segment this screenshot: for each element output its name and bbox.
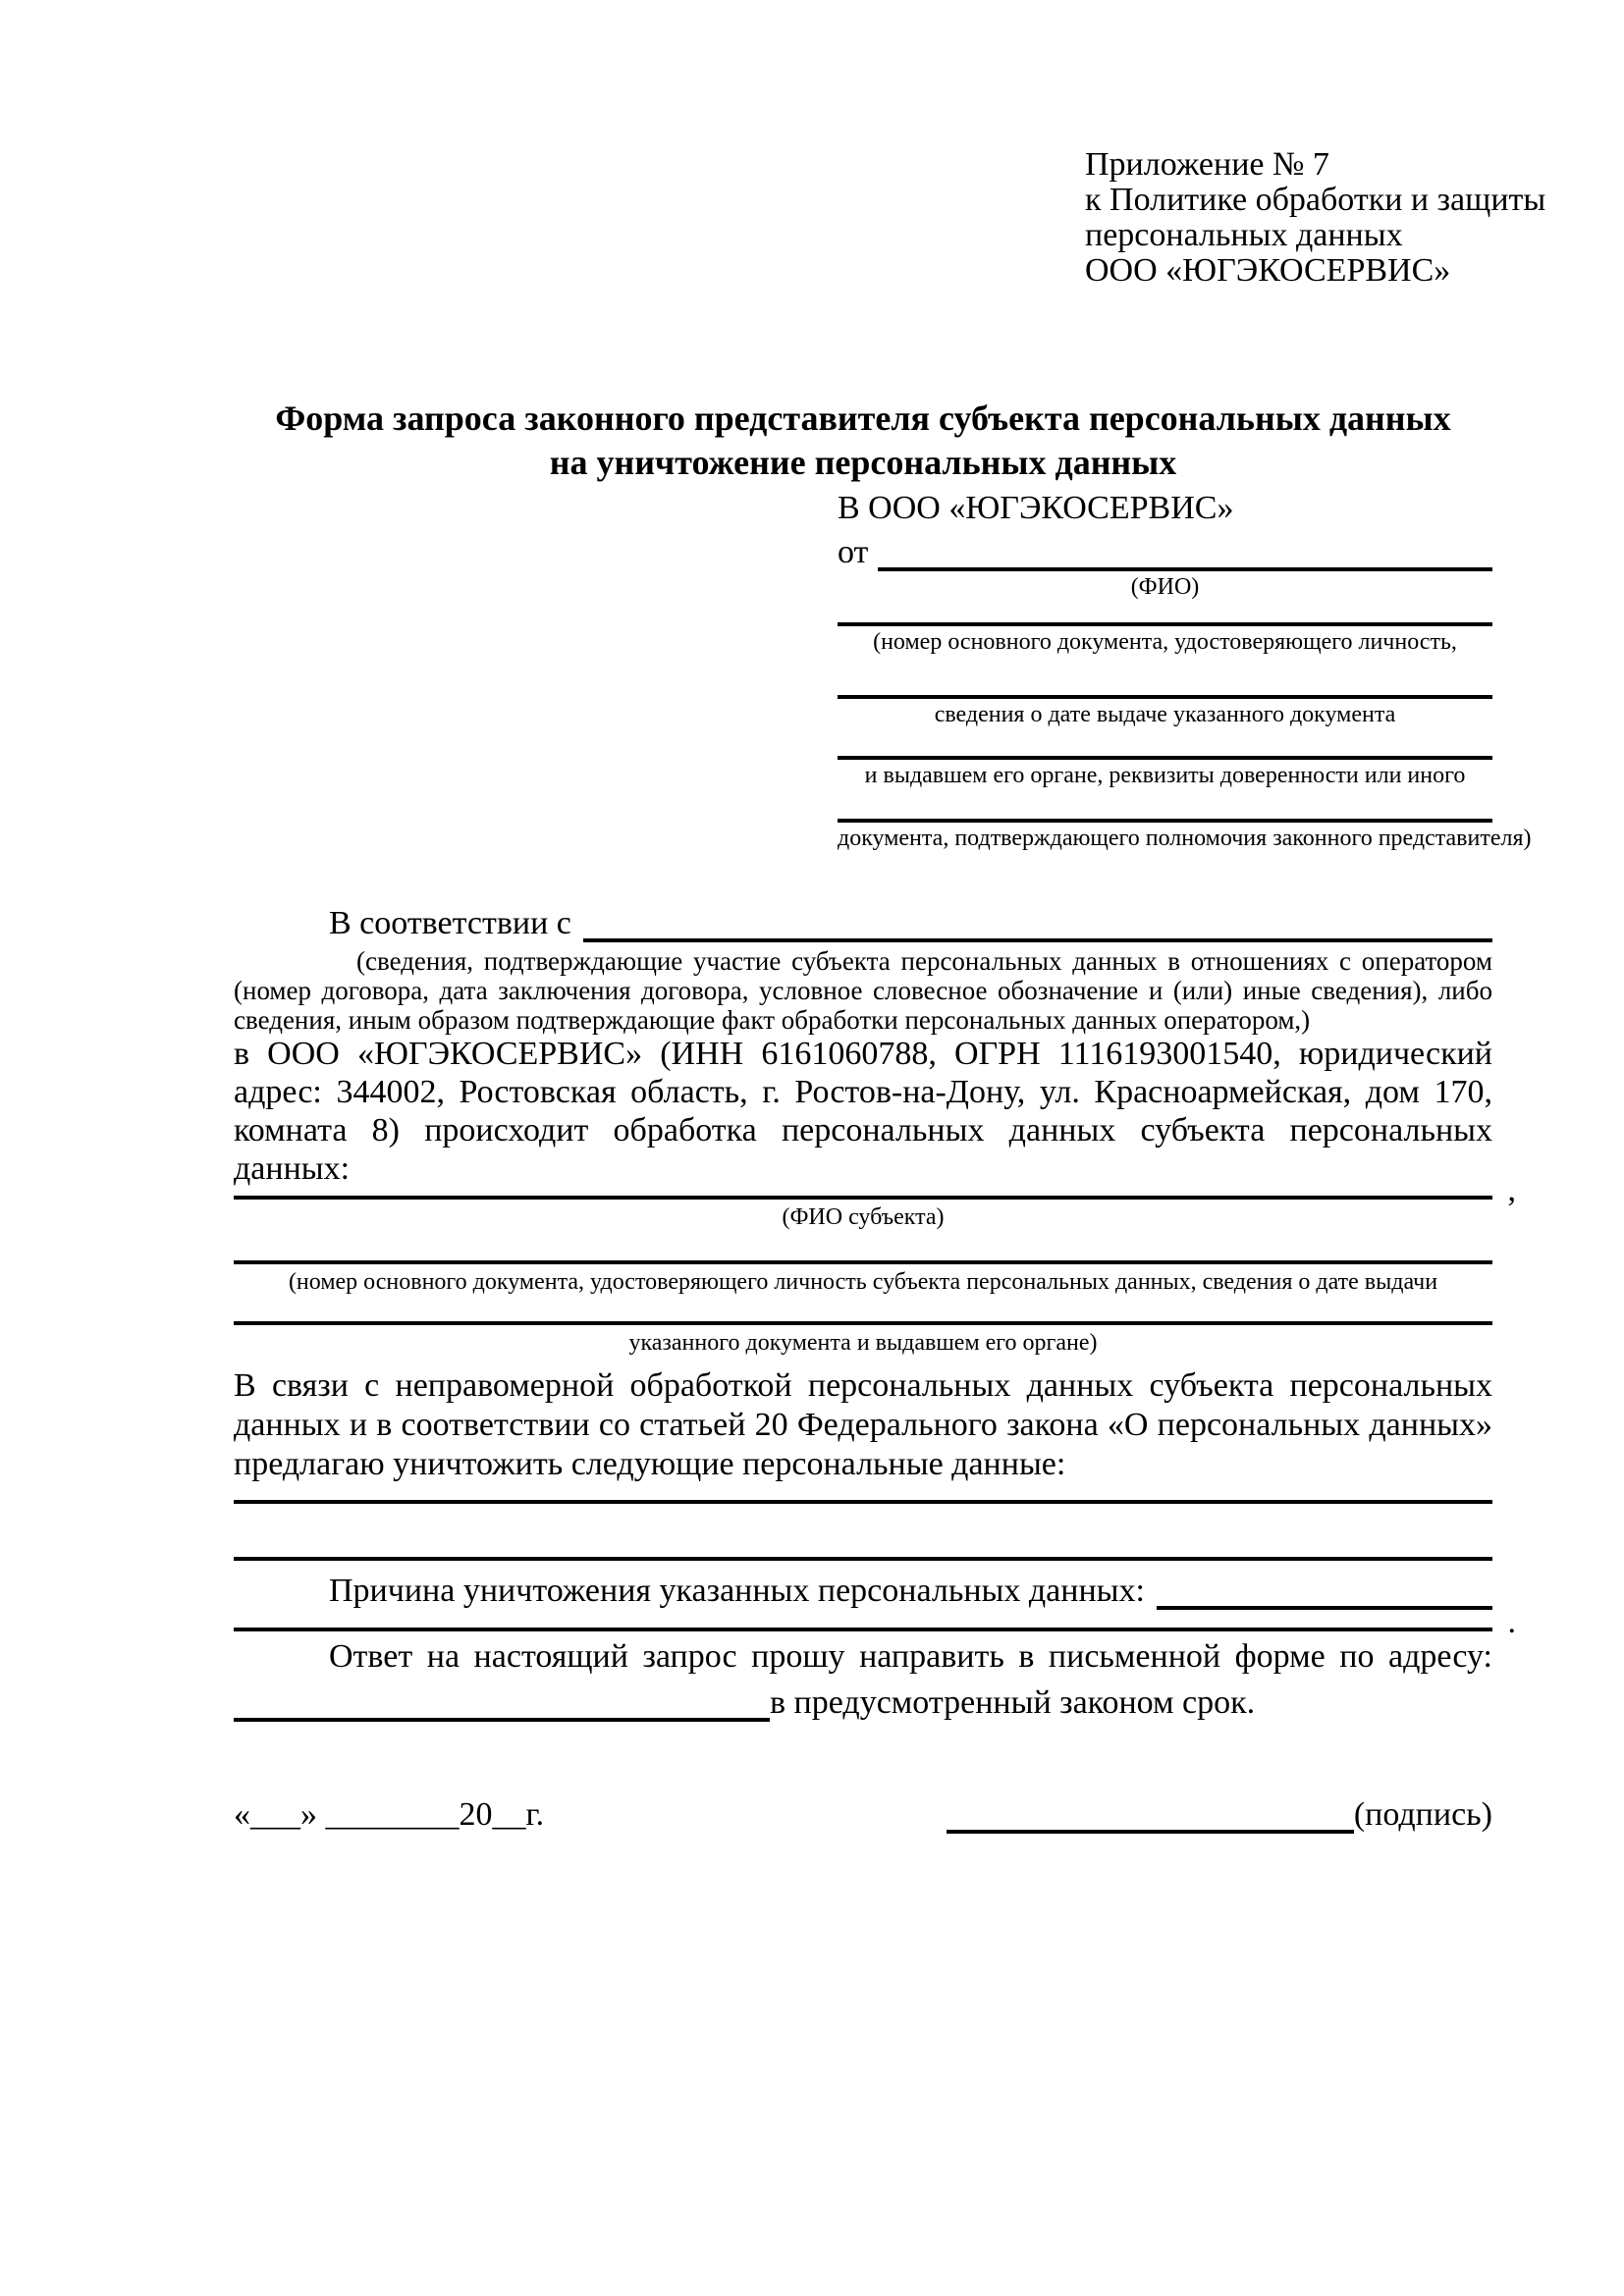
addressee-block <box>838 489 1532 852</box>
blank-line-reason-continuation <box>234 1604 1516 1640</box>
page-title-line-1: Форма запроса законного представителя субъекта персональных данных <box>275 399 1451 438</box>
blank-line-signature <box>947 1830 1354 1834</box>
representative-doc-caption-1: (номер основного документа, удостоверяющего личность, <box>873 629 1457 655</box>
operator-paragraph: в ООО «ЮГЭКОСЕРВИС» (ИНН 6161060788, ОГРН 1116193001540, юридический адрес: 344002, Ростовская область, г. Ростов-на-Дону, ул. Красноармейская, дом 170, комната 8) происходит обработка персональных данных субъекта персональных данных: <box>234 1036 1492 1187</box>
answer-address-row <box>234 1681 1492 1722</box>
annex-line-1: Приложение № 7 <box>1085 146 1329 183</box>
blank-line-representative-doc-2 <box>838 695 1492 699</box>
blank-line-data-2 <box>234 1557 1492 1561</box>
blank-line-data-1 <box>234 1500 1492 1504</box>
page-title-line-2: на уничтожение персональных данных <box>549 443 1177 482</box>
subject-fio-caption: (ФИО субъекта) <box>782 1204 945 1230</box>
answer-paragraph: Ответ на настоящий запрос прошу направить в письменной форме по адресу: <box>329 1638 1492 1675</box>
blank-line-representative-doc-4 <box>838 819 1492 823</box>
signature-caption: (подпись) <box>1353 1796 1492 1833</box>
signature-group <box>947 1796 1492 1834</box>
blank-line-basis <box>583 938 1492 942</box>
blank-line-address <box>234 1718 770 1722</box>
according-row <box>234 901 1492 942</box>
footer-row <box>234 1790 1492 1834</box>
date-placeholder: «___» ________20__г. <box>234 1796 545 1833</box>
subject-doc-caption-2: указанного документа и выдавшем его органе) <box>628 1330 1098 1356</box>
blank-line-subject-doc-2 <box>234 1321 1492 1325</box>
representative-doc-caption-3: и выдавшем его органе, реквизиты доверенности или иного <box>864 763 1466 788</box>
addressee-organization: В ООО «ЮГЭКОСЕРВИС» <box>838 490 1234 526</box>
representative-fio-caption: (ФИО) <box>1130 574 1200 600</box>
from-label: от <box>838 534 869 570</box>
blank-line-representative-doc-1 <box>838 622 1492 626</box>
request-paragraph: В связи с неправомерной обработкой персональных данных субъекта персональных данных и в соответствии со статьей 20 Федерального закона «О персональных данных» предлагаю уничтожить следующие персональные данные: <box>234 1367 1492 1482</box>
subject-doc-caption-1: (номер основного документа, удостоверяющего личность субъекта персональных данных, сведения о дате выдачи <box>288 1269 1438 1295</box>
annex-line-4: ООО «ЮГЭКОСЕРВИС» <box>1085 252 1451 289</box>
reason-label: Причина уничтожения указанных персональных данных: <box>329 1573 1145 1609</box>
blank-line-representative-doc-3 <box>838 756 1492 760</box>
page-title <box>234 397 1492 485</box>
blank-line-reason <box>1157 1606 1492 1610</box>
annex-line-3: персональных данных <box>1085 217 1403 253</box>
from-row <box>838 530 1492 571</box>
according-caption: (сведения, подтверждающие участие субъекта персональных данных в отношениях с оператором (номер договора, дата заключения договора, условное словесное обозначение и (или) иные сведения), либо сведения, иным образом подтверждающие факт обработки персональных данных оператором,) <box>234 946 1492 1035</box>
answer-tail: в предусмотренный законом срок. <box>770 1684 1256 1721</box>
subject-fio-comma: , <box>1507 1172 1516 1208</box>
representative-doc-caption-2: сведения о дате выдаче указанного документа <box>934 702 1396 727</box>
blank-line-representative-fio <box>878 567 1492 571</box>
annex-header <box>1085 146 1546 289</box>
according-label: В соответствии с <box>329 905 571 941</box>
blank-line-subject-fio <box>234 1172 1516 1208</box>
representative-doc-caption-4: документа, подтверждающего полномочия законного представителя) <box>838 826 1532 851</box>
blank-line-subject-doc-1 <box>234 1260 1492 1264</box>
reason-row <box>234 1569 1492 1610</box>
annex-line-2: к Политике обработки и защиты <box>1085 182 1546 218</box>
reason-period: . <box>1507 1604 1516 1640</box>
